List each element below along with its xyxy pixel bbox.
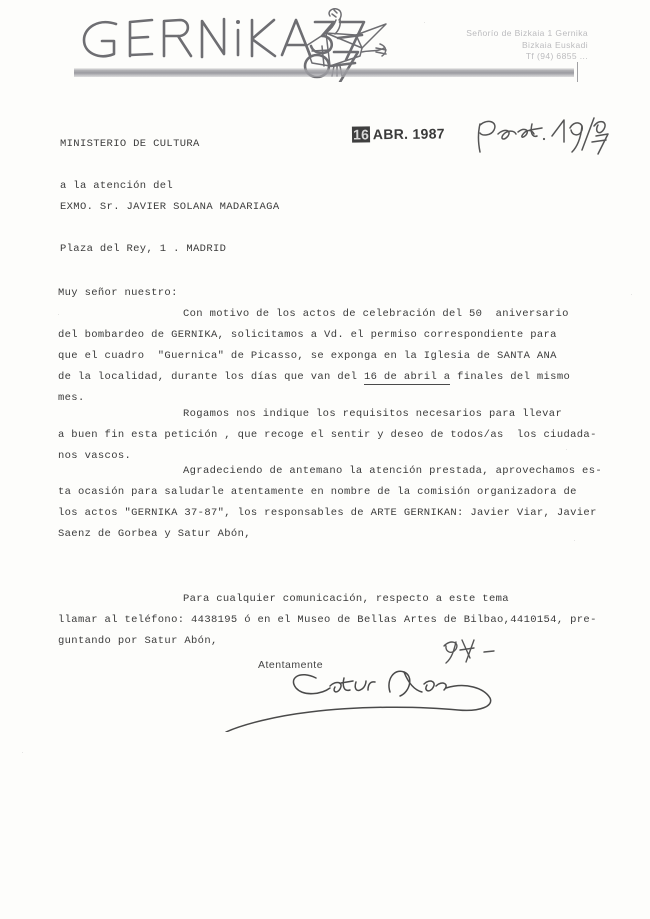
scan-speck — [574, 540, 575, 541]
paragraph-4-line-3: guntando por Satur Abón, — [58, 635, 218, 647]
scan-speck — [58, 314, 59, 315]
sender-address-line-3: Tf (94) 6855 ... — [525, 51, 588, 61]
handwritten-reference-icon — [474, 112, 610, 158]
stamp-day: 16 — [352, 126, 370, 143]
sender-address-line-2: Bizkaia Euskadi — [521, 39, 588, 50]
recipient-person: EXMO. Sr. JAVIER SOLANA MADARIAGA — [60, 201, 280, 213]
paragraph-3-line-1: Agradeciendo de antemano la atención prestada, aprovechamos es- — [183, 465, 603, 477]
paragraph-1-line-5: mes. — [58, 392, 85, 404]
paragraph-2 — [58, 404, 597, 467]
paragraph-3 — [58, 461, 602, 545]
sender-address-line-1: Señorío de Bizkaia 1 Gernika — [466, 28, 588, 38]
recipient-attention-label: a la atención del — [60, 180, 174, 192]
received-date-stamp — [352, 125, 445, 142]
handwritten-reference — [474, 112, 610, 158]
scan-speck — [566, 449, 567, 450]
paragraph-1-line-4b: finales del mismo — [450, 371, 571, 383]
scan-speck — [22, 752, 23, 753]
paragraph-4-line-2: llamar al teléfono: 4438195 ó en el Museo de Bellas Artes de Bilbao,4410154, pre- — [58, 614, 597, 626]
paragraph-1-line-1: Con motivo de los actos de celebración del 50 aniversario — [183, 308, 569, 320]
sender-address-block — [466, 28, 588, 63]
stamp-month-year: ABR. 1987 — [369, 125, 445, 143]
exhibition-dates-underlined: 16 de abril a — [363, 371, 451, 383]
paragraph-3-line-4: Saenz de Gorbea y Satur Abón, — [58, 528, 251, 540]
paragraph-2-line-1: Rogamos nos indique los requisitos necesarios para llevar — [183, 408, 563, 420]
signature — [218, 662, 518, 732]
scan-speck — [424, 22, 425, 23]
recipient-organization: MINISTERIO DE CULTURA — [60, 138, 200, 150]
scan-speck — [631, 294, 632, 295]
closing-word: Atentamente — [258, 659, 324, 671]
paragraph-1-line-3: que el cuadro "Guernica" de Picasso, se exponga en la Iglesia de SANTA ANA — [58, 350, 557, 362]
paragraph-3-line-3: los actos "GERNIKA 37-87", los responsables de ARTE GERNIKAN: Javier Viar, Javier — [58, 507, 597, 519]
recipient-street: Plaza del Rey, 1 . MADRID — [60, 243, 227, 255]
letterhead-rule — [74, 68, 574, 77]
paragraph-3-line-2: ta ocasión para saludarle atentamente en nombre de la comisión organizadora de — [58, 486, 577, 498]
salutation: Muy señor nuestro: — [58, 287, 178, 299]
paragraph-2-line-3: nos vascos. — [58, 450, 132, 462]
paragraph-1 — [58, 304, 570, 409]
paragraph-2-line-2: a buen fin esta petición , que recoge el sentir y deseo de todos/as los ciudada- — [58, 429, 597, 441]
paragraph-1-line-4a: de la localidad, durante los días que van del — [58, 371, 364, 383]
recipient-block — [60, 134, 279, 260]
paragraph-4 — [58, 589, 597, 652]
paragraph-1-line-2: del bombardeo de GERNIKA, solicitamos a Vd. el permiso correspondiente para — [58, 329, 557, 341]
paragraph-4-line-1: Para cualquier comunicación, respecto a este tema — [183, 593, 509, 605]
letterhead — [0, 0, 650, 95]
handwritten-signature-icon — [218, 662, 518, 732]
